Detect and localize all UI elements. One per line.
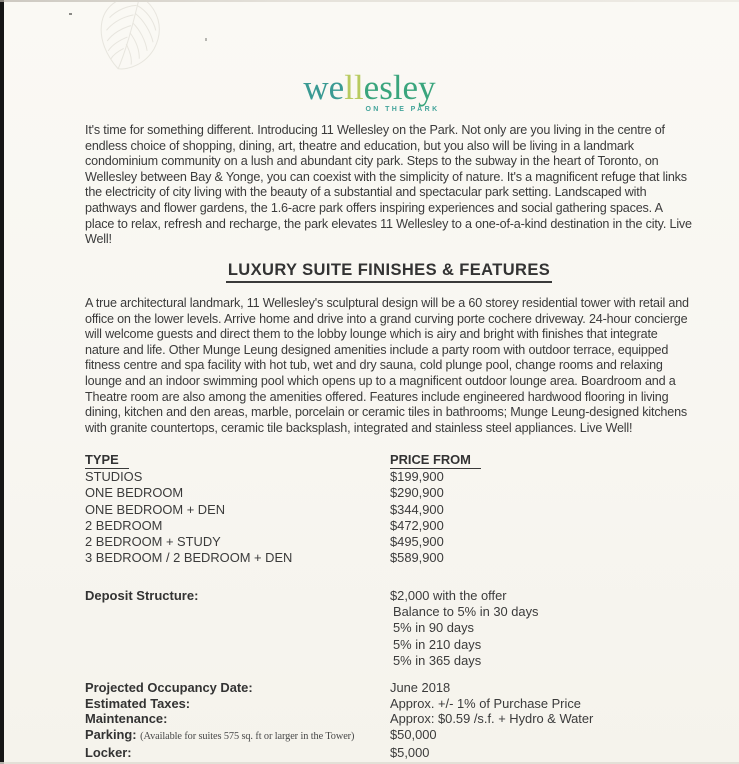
suite-type: 2 BEDROOM + STUDY [85,534,221,550]
features-paragraph: A true architectural landmark, 11 Wellesley's sculptural design will be a 60 storey residential tower with retail and office on the lower levels. Arrive home and drive into a grand curving porte cochere driveway. 24-hour concierge will welcome guests and direct them to the lobby lounge which is airy and bright with finishes that integrate nature and life. Other Munge Leung designed amenities include a party room with outdoor terrace, equipped fitness centre and spa facility with hot tub, wet and dry sauna, cold plunge pool, change rooms and relaxing lounge and an indoor swimming pool which opens up to a magnificent outdoor lounge area. Boardroom and a Theatre room are also among the amenities offered. Features include engineered hardwood flooring in living dining, kitchen and den areas, marble, porcelain or ceramic tiles in bathrooms; Munge Leung-designed kitchens with granite countertops, ceramic tile backsplash, integrated and stainless steel appliances. Live Well! [85,296,689,435]
logo-word-we: we [303,68,345,107]
detail-label: Locker: [85,744,132,760]
deposit-line: 5% in 365 days [393,652,482,668]
suite-price: $472,900 [390,517,444,533]
table-row [85,550,693,566]
table-row [85,469,693,485]
suite-price: $495,900 [390,534,444,550]
detail-row-occupancy [85,680,725,696]
detail-value: $5,000 [390,744,430,760]
wellesley-logo [0,70,739,113]
price-table-header [85,452,693,469]
intro-paragraph: It's time for something different. Introducing 11 Wellesley on the Park. Not only are you living in the centre of endless choice of shopping, dining, art, theatre and education, but you also will be living in a landmark condominium community on a lush and abundant city park. Steps to the subway in the heart of Toronto, on Wellesley between Bay & Yonge, you can coexist with the simplicity of nature. It's a magnificent refuge that links the electricity of city living with the beauty of a substantial and spectacular park setting. Landscaped with pathways and flower gardens, the 1.6-acre park offers inspiring experiences and social gathering spaces. A place to relax, refresh and recharge, the park elevates 11 Wellesley to a one-of-a-kind destination in the city. Live Well! [85,123,692,247]
parking-availability-note: (Available for suites 575 sq. ft or larger in the Tower) [140,731,355,743]
leaf-watermark-icon [86,0,170,72]
logo-word-ll: ll [344,68,364,107]
detail-value: Approx: $0.59 /s.f. + Hydro & Water [390,711,594,727]
deposit-structure-label: Deposit Structure: [85,588,199,603]
detail-label [85,727,390,745]
detail-value: Approx. +/- 1% of Purchase Price [390,695,581,711]
suite-type: ONE BEDROOM + DEN [85,501,226,517]
parking-label: Parking: [85,727,137,743]
suite-type: STUDIOS [85,469,143,485]
detail-label: Estimated Taxes: [85,695,191,711]
suite-price: $290,900 [390,485,444,501]
detail-label: Projected Occupancy Date: [85,680,253,695]
logo-tagline: ON THE PARK [365,106,440,113]
deposit-line: $2,000 with the offer [390,588,507,603]
detail-label: Maintenance: [85,711,168,727]
section-heading: LUXURY SUITE FINISHES & FEATURES [226,261,552,283]
table-row [85,534,693,550]
deposit-line: Balance to 5% in 30 days [393,604,539,620]
deposit-line: 5% in 90 days [393,620,474,636]
suite-type: ONE BEDROOM [85,485,184,501]
detail-row-parking [85,727,725,745]
price-table-col-price: PRICE FROM [390,452,693,469]
suite-type: 3 BEDROOM / 2 BEDROOM + DEN [85,550,293,566]
price-table-col-type: TYPE [85,452,390,469]
detail-row-taxes [85,696,725,712]
detail-row-locker [85,745,725,761]
price-table [85,452,693,566]
suite-price: $589,900 [390,550,444,566]
scan-speck [205,38,207,41]
table-row [85,485,693,501]
detail-value: June 2018 [390,680,451,695]
scan-edge-left [0,0,4,764]
logo-wordmark [0,70,739,105]
table-row [85,518,693,534]
suite-price: $199,900 [390,469,444,485]
deposit-structure-lines [390,588,693,669]
suite-price: $344,900 [390,501,444,517]
details-section [85,680,725,761]
detail-row-maintenance [85,711,725,727]
suite-type: 2 BEDROOM [85,517,163,533]
deposit-structure-section [85,588,693,669]
deposit-line: 5% in 210 days [393,636,482,652]
scan-speck [69,13,72,15]
logo-word-esley: esley [363,68,436,107]
detail-value: $50,000 [390,727,437,743]
section-heading-wrap [85,261,693,283]
table-row [85,502,693,518]
